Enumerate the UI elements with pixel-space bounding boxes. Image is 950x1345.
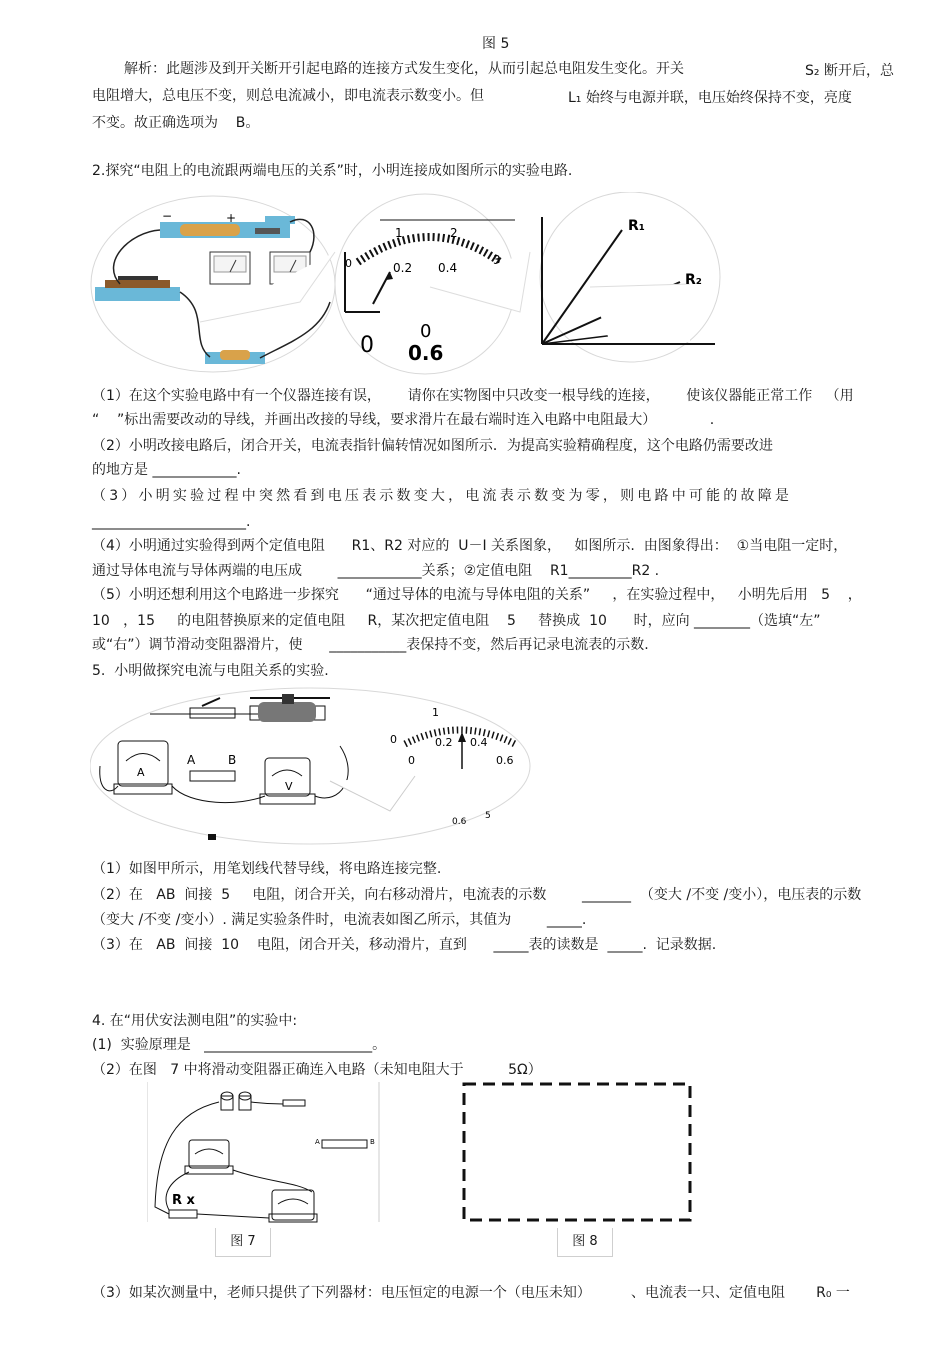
- mid-tick-0-4: 0.4: [438, 261, 458, 275]
- analysis-line-1: 解析：此题涉及到开关断开引起电路的连接方式发生变化，从而引起总电阻发生变化。开关: [124, 61, 684, 77]
- rheostat-icon: [95, 276, 180, 301]
- q5-tick-0b: 0: [408, 754, 415, 767]
- q4-part2: （2）在图 7 中将滑动变阻器正确连入电路（未知电阻大于 5Ω）: [92, 1062, 542, 1078]
- q5-part2-b: （变大 /不变 /变小）. 满足实验条件时，电流表如图乙所示，其值为 _____.: [92, 912, 587, 928]
- rx-label: R x: [172, 1193, 195, 1208]
- analysis-line-3: 不变。故正确选项为 B。: [92, 115, 260, 131]
- q5-tick-0-4: 0.4: [470, 736, 488, 749]
- q2-part5-c: 或“右”）调节滑动变阻器滑片，使 ___________表保持不变，然后再记录电流表的示数.: [92, 637, 649, 653]
- rheostat-label-b: B: [370, 1138, 375, 1146]
- resistor-icon: [205, 350, 265, 364]
- mid-tick-0-2: 0.2: [393, 261, 413, 275]
- q4-part3: （3）如某次测量中，老师只提供了下列器材：电压恒定的电源一个（电压未知） 、电流表一只、定值电阻 R₀ 一: [92, 1285, 850, 1301]
- q2-part4-a: （4）小明通过实验得到两个定值电阻 R1、R2 对应的 U－I 关系图象， 如图所示. 由图象得出： ①当电阻一定时，: [92, 538, 848, 554]
- battery-icon: [221, 1092, 251, 1110]
- q5-title: 5. 小明做探究电流与电阻关系的实验.: [92, 663, 329, 679]
- bottom-digit-3: 0.6: [408, 341, 444, 365]
- switch-icon: [283, 1100, 305, 1106]
- q2-part1-b: “ ”标出需要改动的导线，并画出改接的导线，要求滑片在最右端时连入电路中电阻最大） .: [92, 412, 715, 428]
- meter-icon-1: [210, 252, 250, 284]
- figure-8: [460, 1080, 695, 1225]
- q5-figure: [90, 686, 550, 846]
- q2-part3-b: ______________________.: [92, 514, 251, 530]
- ammeter-letter: A: [137, 766, 145, 779]
- q4-title: 4. 在“用伏安法测电阻”的实验中:: [92, 1013, 298, 1029]
- small-text-2: 5: [485, 811, 491, 821]
- q2-part3-a: （3）小明实验过程中突然看到电压表示数变大，电流表示数变为零，则电路中可能的故障是: [92, 488, 793, 504]
- voltmeter-letter: V: [285, 780, 293, 793]
- q2-title: 2.探究“电阻上的电流跟两端电压的关系”时，小明连接成如图所示的实验电路.: [92, 163, 573, 179]
- q2-figure: [90, 192, 730, 382]
- graph-label-r2: R₂: [685, 272, 702, 288]
- figure-8-caption: 图 8: [557, 1228, 613, 1257]
- voltmeter-icon: [260, 758, 315, 804]
- q2-part4-b: 通过导体电流与导体两端的电压成 ____________关系；②定值电阻 R1_________R2 .: [92, 563, 660, 579]
- bottom-digit-1: 0: [360, 333, 374, 358]
- analysis-line-1-end: S₂ 断开后，总: [805, 63, 894, 79]
- mid-tick-3: 3: [493, 253, 501, 267]
- q5-tick-0: 0: [390, 733, 397, 746]
- q5-part2-a: （2）在 AB 间接 5 电阻，闭合开关，向右移动滑片，电流表的示数 _______ （变大 /不变 /变小），电压表的示数: [92, 887, 862, 903]
- figure-7: [147, 1082, 382, 1224]
- label-b: B: [228, 753, 237, 767]
- label-a: A: [187, 753, 196, 767]
- graph-label-r1: R₁: [628, 218, 645, 234]
- ammeter-icon: [114, 741, 172, 794]
- analysis-line-2-end: L₁ 始终与电源并联，电压始终保持不变，亮度: [568, 90, 852, 106]
- figure-7-caption: 图 7: [215, 1228, 271, 1257]
- q2-part1-a: （1）在这个实验电路中有一个仪器连接有误， 请你在实物图中只改变一根导线的连接， 使该仪器能正常工作 （用: [92, 388, 854, 404]
- battery-icon: [160, 222, 290, 238]
- small-text-1: 0.6: [452, 817, 467, 827]
- mid-tick-2: 2: [450, 226, 458, 240]
- rheostat-icon: [315, 1138, 375, 1148]
- q5-tick-1: 1: [432, 706, 439, 719]
- voltmeter-icon: [269, 1190, 317, 1222]
- figure-caption-5: 图 5: [482, 36, 510, 52]
- mid-tick-1: 1: [395, 226, 403, 240]
- svg-text:−: −: [162, 209, 173, 223]
- q4-part1: (1) 实验原理是 ________________________。: [92, 1037, 387, 1053]
- rheostat-icon: [250, 694, 330, 722]
- analysis-line-2: 电阻增大，总电压不变，则总电流减小，即电流表示数变小。但: [92, 88, 484, 104]
- q2-part5-a: （5）小明还想利用这个电路进一步探究 “通过导体的电流与导体电阻的关系” ，在实验过程中， 小明先后用 5 ，: [92, 587, 862, 603]
- q5-tick-0-6: 0.6: [496, 754, 514, 767]
- ammeter-icon: [185, 1140, 233, 1174]
- rheostat-label-a: A: [315, 1138, 320, 1146]
- q5-tick-0-2: 0.2: [435, 736, 453, 749]
- q2-part2-b: 的地方是 ____________.: [92, 462, 241, 478]
- q2-part5-b: 10 ，15 的电阻替换原来的定值电阻 R，某次把定值电阻 5 替换成 10 时，应向 ________（选填“左”: [92, 613, 821, 629]
- q5-part1: （1）如图甲所示，用笔划线代替导线，将电路连接完整.: [92, 861, 442, 877]
- bottom-digit-2: 0: [420, 321, 432, 342]
- mid-tick-0: 0: [345, 257, 352, 270]
- svg-text:+: +: [226, 211, 237, 225]
- q5-part3: （3）在 AB 间接 10 电阻，闭合开关，移动滑片，直到 _____表的读数是 _____. 记录数据.: [92, 937, 717, 953]
- switch-icon: [190, 698, 235, 718]
- q2-part2-a: （2）小明改接电路后，闭合开关，电流表指针偏转情况如图所示．为提高实验精确程度，这个电路仍需要改进: [92, 438, 773, 454]
